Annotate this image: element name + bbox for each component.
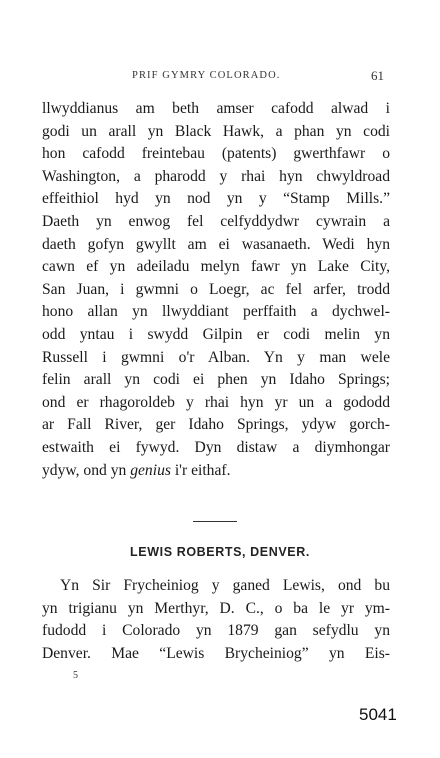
body-line: hon cafodd freintebau (patents) gwerthfawr o xyxy=(42,145,390,163)
body-line: effeithiol hyd yn nod yn y “Stamp Mills.” xyxy=(42,190,390,208)
body-line: odd yntau i swydd Gilpin er codi melin yn xyxy=(42,325,390,343)
body-line: llwyddianus am beth amser cafodd alwad i xyxy=(42,100,390,117)
body-line: ond er rhagoroldeb y rhai hyn yr un a gododd xyxy=(42,393,390,411)
body-line: ar Fall River, ger Idaho Springs, ydyw gorch- xyxy=(42,416,390,434)
body-line: godi un arall yn Black Hawk, a phan yn codi xyxy=(42,122,390,140)
italic-word: genius xyxy=(130,461,171,479)
body-line: Russell i gwmni o'r Alban. Yn y man wele xyxy=(42,348,390,366)
section-divider xyxy=(193,521,237,522)
section-line: Yn Sir Frycheiniog y ganed Lewis, ond bu xyxy=(60,577,390,594)
section-paragraph xyxy=(42,575,390,665)
body-last-line-end: i'r eithaf. xyxy=(170,461,231,479)
page-number: 61 xyxy=(371,68,384,83)
body-last-line-start: ydyw, ond yn xyxy=(42,461,131,479)
body-line: cawn ef yn adeiladu melyn fawr yn Lake City, xyxy=(42,258,390,276)
body-line: estwaith ei fywyd. Dyn distaw a diymhongar xyxy=(42,438,390,456)
body-line: hono allan yn llwyddiant perffaith a dychwel- xyxy=(42,303,390,321)
body-paragraph xyxy=(42,98,390,482)
body-last-line xyxy=(42,460,390,483)
body-line: daeth gofyn gwyllt am ei wasanaeth. Wedi hyn xyxy=(42,235,390,253)
page-header xyxy=(0,70,440,86)
section-line: fudodd i Colorado yn 1879 gan sefydlu yn xyxy=(42,622,390,640)
section-line: Denver. Mae “Lewis Brycheiniog” yn Eis- xyxy=(42,644,390,662)
body-line: felin arall yn codi ei phen yn Idaho Springs; xyxy=(42,371,390,389)
body-line: San Juan, i gwmni o Loegr, ac fel arfer, trodd xyxy=(42,280,390,298)
catalog-number: 5041 xyxy=(359,705,397,724)
section-heading: LEWIS ROBERTS, DENVER. xyxy=(130,545,310,559)
section-line: yn trigianu yn Merthyr, D. C., o ba le yr ym- xyxy=(42,599,390,617)
body-line: Daeth yn enwog fel celfyddydwr cywrain a xyxy=(42,212,390,230)
signature-mark: 5 xyxy=(73,670,78,681)
running-title: PRIF GYMRY COLORADO. xyxy=(132,70,281,81)
body-line: Washington, a pharodd y rhai hyn chwyldroad xyxy=(42,167,390,185)
